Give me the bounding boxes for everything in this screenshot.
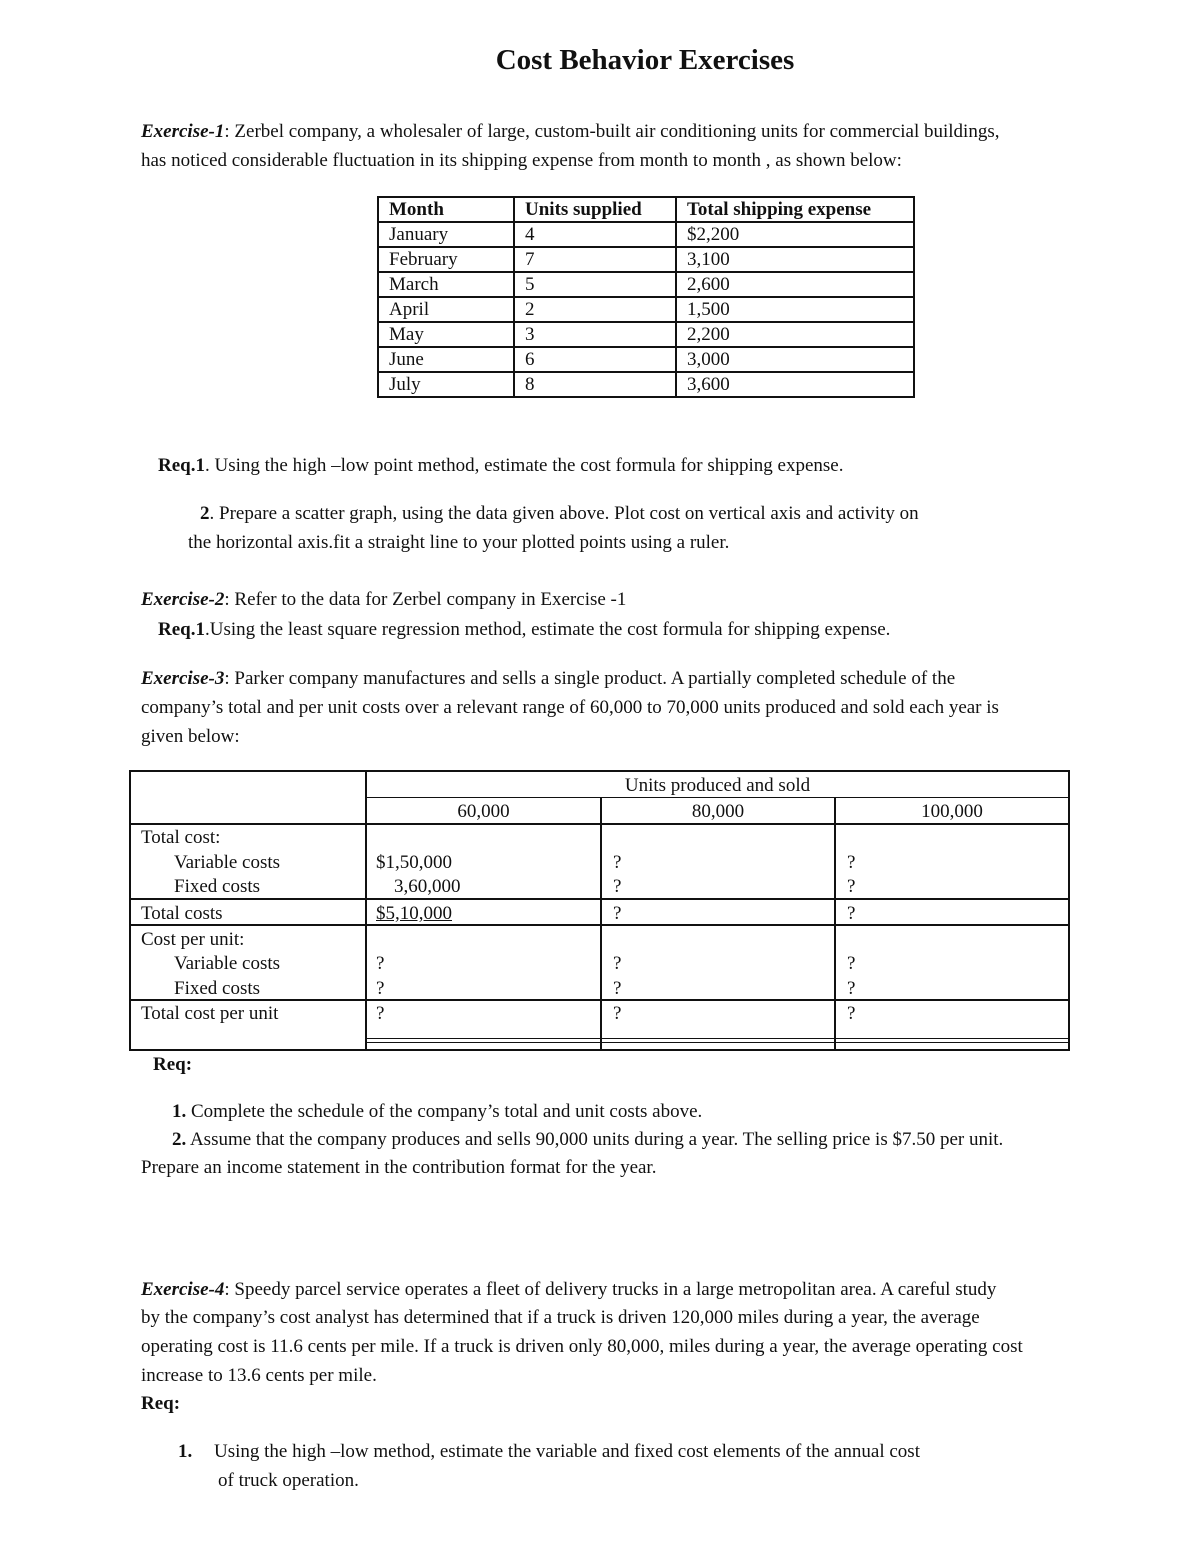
exercise-3-intro: Exercise-3: Parker company manufactures and sells a single product. A partially completed schedule of the bbox=[141, 668, 956, 689]
total-costs-label: Total costs bbox=[141, 903, 223, 924]
expense-cell: 2,600 bbox=[676, 272, 914, 297]
exercise-3-req-2: 2. Assume that the company produces and sells 90,000 units during a year. The selling price is $7.50 per unit. bbox=[172, 1129, 1004, 1150]
exercise-3-req-1: 1. Complete the schedule of the company’s total and unit costs above. bbox=[172, 1101, 703, 1122]
cell-total-unit-80000: ? bbox=[613, 1003, 622, 1024]
exercise-4-req-1: Using the high –low method, estimate the variable and fixed cost elements of the annual cost bbox=[214, 1441, 920, 1462]
column-100000: 100,000 bbox=[921, 801, 983, 822]
table-row bbox=[378, 272, 914, 297]
cell-var-unit-100000: ? bbox=[847, 953, 856, 974]
exercise-3-intro-line3: given below: bbox=[141, 726, 240, 747]
exercise-3-intro-line2: company’s total and per unit costs over a relevant range of 60,000 to 70,000 units produced and sold each year is bbox=[141, 697, 999, 718]
expense-cell: 1,500 bbox=[676, 297, 914, 322]
units-cell: 4 bbox=[514, 222, 676, 247]
month-cell: January bbox=[378, 222, 514, 247]
cell-total-unit-60000: ? bbox=[376, 1003, 385, 1024]
exercise-1-req-1: Req.1. Using the high –low point method, estimate the cost formula for shipping expense. bbox=[158, 455, 844, 476]
exercise-4-req-label: Req: bbox=[141, 1393, 181, 1414]
total-cost-label: Total cost: bbox=[141, 827, 221, 848]
month-cell: February bbox=[378, 247, 514, 272]
cell-total-60000: $5,10,000 bbox=[376, 903, 452, 924]
cell-var-unit-80000: ? bbox=[613, 953, 622, 974]
cell-fixed-unit-100000: ? bbox=[847, 978, 856, 999]
table-header-row bbox=[378, 197, 914, 222]
table-row bbox=[378, 222, 914, 247]
variable-costs-label: Variable costs bbox=[174, 852, 281, 873]
exercise-3-label: Exercise-3 bbox=[141, 668, 225, 689]
cell-var-unit-60000: ? bbox=[376, 953, 385, 974]
table-row bbox=[378, 297, 914, 322]
cell-total-unit-100000: ? bbox=[847, 1003, 856, 1024]
units-group-header: Units produced and sold bbox=[624, 775, 811, 796]
cost-schedule-table bbox=[129, 770, 1070, 1051]
total-per-unit-label: Total cost per unit bbox=[141, 1003, 279, 1024]
column-80000: 80,000 bbox=[691, 801, 745, 822]
cell-variable-60000: $1,50,000 bbox=[376, 852, 452, 873]
cost-per-unit-label: Cost per unit: bbox=[141, 929, 245, 950]
expense-cell: 3,100 bbox=[676, 247, 914, 272]
header-month: Month bbox=[378, 197, 514, 222]
exercise-4-label: Exercise-4 bbox=[141, 1279, 225, 1300]
month-cell: July bbox=[378, 372, 514, 397]
exercise-1-req-2: 2. Prepare a scatter graph, using the data given above. Plot cost on vertical axis and activity on bbox=[200, 503, 919, 524]
exercise-4-intro-line2: by the company’s cost analyst has determined that if a truck is driven 120,000 miles during a year, the average bbox=[141, 1307, 980, 1328]
exercise-2-req: Req.1.Using the least square regression method, estimate the cost formula for shipping expense. bbox=[158, 619, 891, 640]
exercise-3-req-label: Req: bbox=[153, 1054, 193, 1075]
exercise-1-intro: Exercise-1: Zerbel company, a wholesaler of large, custom-built air conditioning units for commercial buildings, bbox=[141, 121, 1000, 142]
shipping-expense-table bbox=[377, 196, 915, 398]
cell-total-100000: ? bbox=[847, 903, 856, 924]
expense-cell: 3,000 bbox=[676, 347, 914, 372]
exercise-1-label: Exercise-1 bbox=[141, 121, 225, 142]
fixed-costs-label: Fixed costs bbox=[174, 876, 261, 897]
cell-fixed-60000: 3,60,000 bbox=[394, 876, 461, 897]
cell-variable-80000: ? bbox=[613, 852, 622, 873]
cell-fixed-80000: ? bbox=[613, 876, 622, 897]
exercise-2-intro: Exercise-2: Refer to the data for Zerbel company in Exercise -1 bbox=[141, 589, 627, 610]
cell-fixed-unit-80000: ? bbox=[613, 978, 622, 999]
table-row bbox=[378, 372, 914, 397]
month-cell: March bbox=[378, 272, 514, 297]
expense-cell: 3,600 bbox=[676, 372, 914, 397]
units-cell: 3 bbox=[514, 322, 676, 347]
variable-unit-label: Variable costs bbox=[174, 953, 281, 974]
exercise-4-req-1-line2: of truck operation. bbox=[218, 1470, 359, 1491]
exercise-1-req-2-line2: the horizontal axis.fit a straight line to your plotted points using a ruler. bbox=[188, 532, 730, 553]
expense-cell: 2,200 bbox=[676, 322, 914, 347]
exercise-4-intro: Exercise-4: Speedy parcel service operates a fleet of delivery trucks in a large metropolitan area. A careful study bbox=[141, 1279, 997, 1300]
units-cell: 7 bbox=[514, 247, 676, 272]
cell-fixed-100000: ? bbox=[847, 876, 856, 897]
expense-cell: $2,200 bbox=[676, 222, 914, 247]
exercise-1-intro-line2: has noticed considerable fluctuation in its shipping expense from month to month , as shown below: bbox=[141, 150, 902, 171]
exercise-4-intro-line3: operating cost is 11.6 cents per mile. If a truck is driven only 80,000, miles during a year, the average operating cost bbox=[141, 1336, 1023, 1357]
fixed-unit-label: Fixed costs bbox=[174, 978, 261, 999]
cell-fixed-unit-60000: ? bbox=[376, 978, 385, 999]
header-expense: Total shipping expense bbox=[676, 197, 914, 222]
units-cell: 2 bbox=[514, 297, 676, 322]
cell-total-80000: ? bbox=[613, 903, 622, 924]
month-cell: April bbox=[378, 297, 514, 322]
month-cell: May bbox=[378, 322, 514, 347]
page-title: Cost Behavior Exercises bbox=[495, 44, 795, 76]
exercise-2-label: Exercise-2 bbox=[141, 589, 225, 610]
header-units: Units supplied bbox=[514, 197, 676, 222]
units-cell: 5 bbox=[514, 272, 676, 297]
table-row bbox=[378, 247, 914, 272]
column-60000: 60,000 bbox=[457, 801, 510, 822]
table-row bbox=[378, 322, 914, 347]
exercise-3-req-2-line2: Prepare an income statement in the contribution format for the year. bbox=[141, 1157, 657, 1178]
units-cell: 6 bbox=[514, 347, 676, 372]
exercise-4-req-1-number: 1. bbox=[178, 1441, 193, 1462]
month-cell: June bbox=[378, 347, 514, 372]
cell-variable-100000: ? bbox=[847, 852, 856, 873]
units-cell: 8 bbox=[514, 372, 676, 397]
exercise-4-intro-line4: increase to 13.6 cents per mile. bbox=[141, 1365, 377, 1386]
table-row bbox=[378, 347, 914, 372]
